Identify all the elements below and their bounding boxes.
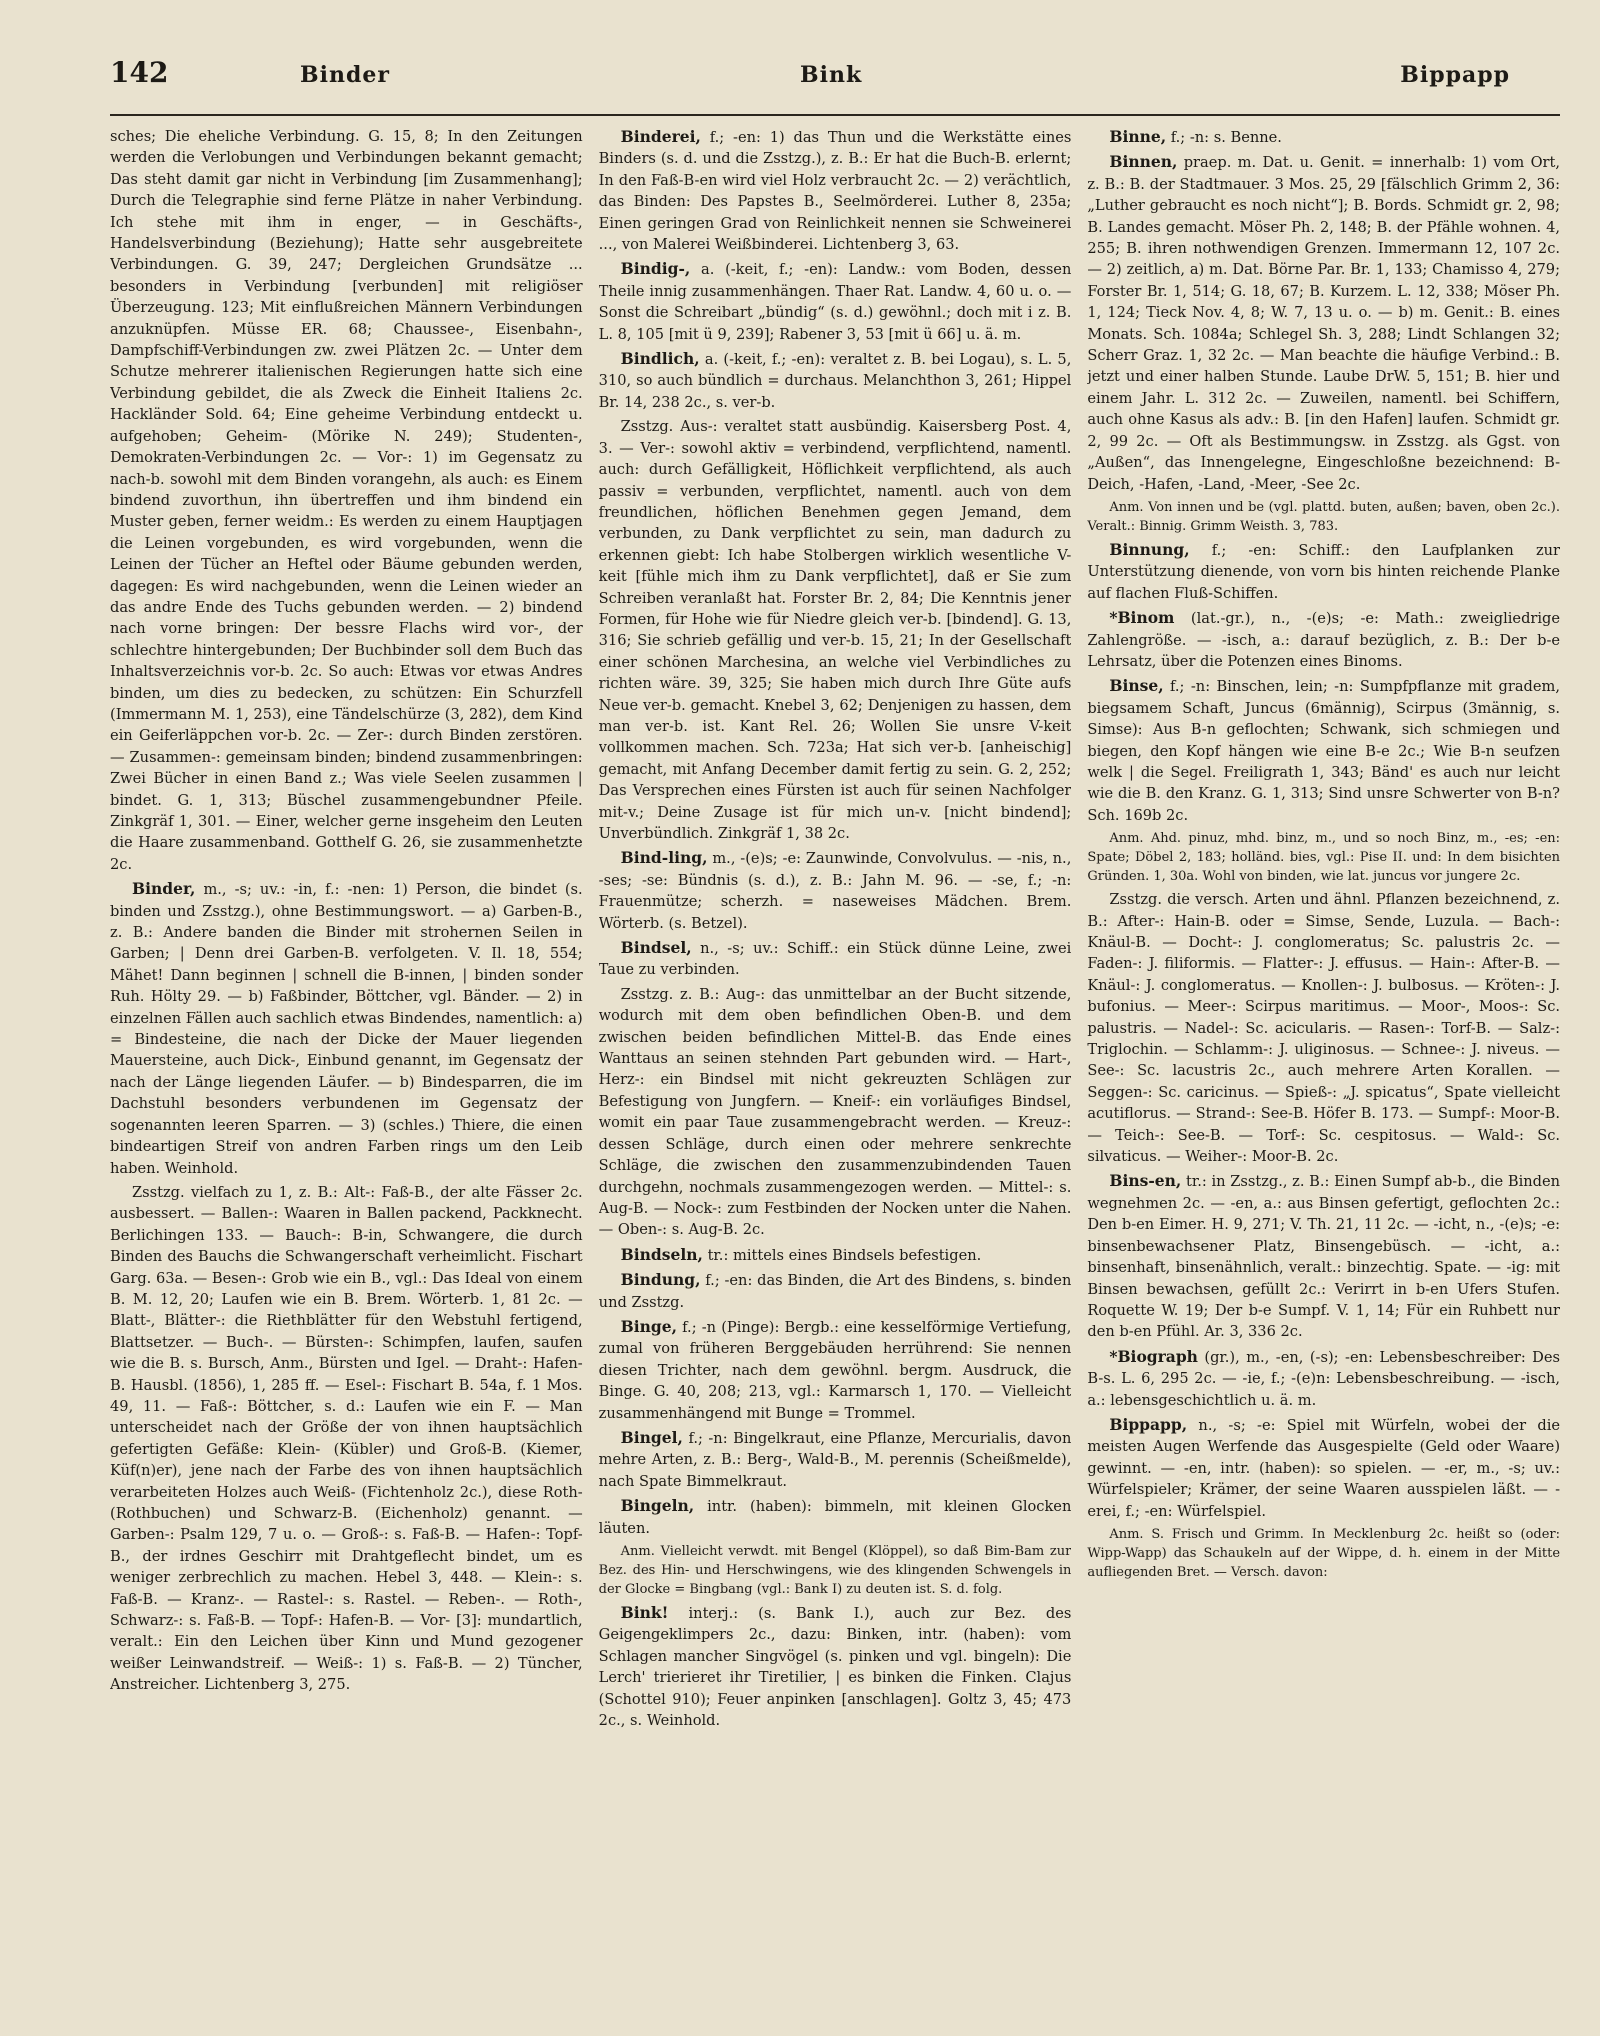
entry-headword: *Binom — [1109, 608, 1175, 628]
entry-text: tr.: in Zsstzg., z. B.: Einen Sumpf ab-b., die Binden wegnehmen 2c. — -en, a.: aus Binsen gefertigt, geflochten 2c.: Den b-en Eimer. H. 9, 271; V. Th. 21, 11 2c. — -icht, n., -(e)s; -e: binsenbewachsener Platz, Binsengebüsch. — -icht, a.: binsenhaft, binsenähnlich, veralt.: binzechtig. Spate. — -ig: mit Binsen bewachsen, gefüllt 2c.: Verirrt in b-en Ufers Stufen. Roquette W. 19; Der b-e Sumpf. V. 1, 14; Für ein Ruhbett nur den b-en Pfühl. Ar. 3, 336 2c. — [1087, 1173, 1561, 1341]
entry-text: f.; -n: Binschen, lein; -n: Sumpfpflanze mit gradem, biegsamem Schaft, Juncus (6männig), Scirpus (3männig, s. Simse): Aus B-n geflochten; Schwank, sich schmiegen und biegen, den Kopf hängen wie eine B-e 2c.; Wie B-n seufzen welk | die Segel. Freiligrath 1, 343; Bänd' es auch nur leicht wie die B. den Kranz. G. 1, 313; Sind unsre Schwerter von B-n? Sch. 169b 2c. — [1087, 678, 1561, 824]
entry-note: Anm. Vielleicht verwdt. mit Bengel (Klöppel), so daß Bim-Bam zur Bez. des Hin- und Herschwingens, wie des klingenden Schwengels in der Glocke = Bingbang (vgl.: Bank I) zu deuten ist. S. d. folg. — [598, 1544, 1072, 1597]
entry-headword: Binnen, — [1109, 152, 1178, 172]
dictionary-entry — [1087, 675, 1560, 826]
dictionary-entry — [599, 1316, 1072, 1424]
dictionary-entry — [1087, 1414, 1560, 1522]
entry-headword: Bingeln, — [620, 1496, 695, 1516]
entry-headword: Bink! — [620, 1603, 669, 1622]
entry-text: m., -(e)s; -e: Zaunwinde, Convolvulus. — -nis, n., -ses; -se: Bündnis (s. d.), z. B.: Jahn M. 96. — -se, f.; -n: Frauenmütze; scherzh. = naseweises Mädchen. Brem. Wörterb. (s. Betzel). — [598, 850, 1072, 932]
column-right — [1087, 126, 1560, 2006]
entry-text: (gr.), m., -en, (-s); -en: Lebensbeschreiber: Des B-s. L. 6, 295 2c. — -ie, f.; -(e)n: Lebensbeschreibung. — -isch, a.: lebensgeschichtlich u. ä. m. — [1087, 1348, 1561, 1409]
entry-paragraph: Zsstzg. Aus-: veraltet statt ausbündig. Kaisersberg Post. 4, 3. — Ver-: sowohl aktiv = verbindend, verpflichtend, namentl. auch: durch Gefälligkeit, Höflichkeit verpflichtend, als auch passiv = verbunden, verpflichtet, namentl. auch von dem freundlichen, höflichen Benehmen gegen Jemand, dem verbunden, zu Dank verpflichtet zu sein, man dadurch zu erkennen giebt: Ich habe Stolbergen wirklich wesentliche V-keit [fühle mich ihm zu Dank verpflichtet], daß er Sie zum Schreiben veranlaßt hat. Forster Br. 2, 84; Die Kenntnis jener Formen, für Hohe wie für Niedre gleich ver-b. [bindend]. G. 13, 316; Sie schrieb gefällig und ver-b. 15, 21; In der Gesellschaft einer schönen Marchesina, an welche viel Verbindliches zu richten wäre. 39, 325; Sie haben mich durch Ihre Güte aufs Neue ver-b. gemacht. Knebel 3, 62; Denjenigen zu hassen, dem man ver-b. ist. Kant Rel. 26; Wollen Sie unsre V-keit vollkommen machen. Sch. 723a; Hat sich ver-b. [anheischig] gemacht, mit Anfang December damit fertig zu sein. G. 2, 252; Das Versprechen eines Fürsten ist auch für seinen Nachfolger mit-v.; Deine Zusage ist für mich un-v. [nicht bindend]; Unverbündlich. Zinkgräf 1, 38 2c. — [598, 418, 1072, 842]
entry-text: interj.: (s. Bank I.), auch zur Bez. des Geigengeklimpers 2c., dazu: Binken, intr. (haben): vom Schlagen mancher Singvögel (s. pinken und vgl. bingeln): Die Lerch' trierieret ihr Tiretilier, | es binken die Finken. Clajus (Schottel 910); Feuer anpinken [anschlagen]. Goltz 3, 45; 473 2c., s. Weinhold. — [598, 1605, 1072, 1730]
dictionary-entry — [599, 348, 1072, 413]
dictionary-entry — [1087, 539, 1560, 604]
entry-text: a. (-keit, f.; -en): veraltet z. B. bei Logau), s. L. 5, 310, so auch bündlich = durchaus. Melanchthon 3, 261; Hippel Br. 14, 238 2c., s. ver-b. — [598, 351, 1072, 411]
dictionary-entry — [599, 937, 1072, 981]
entry-text: intr. (haben): bimmeln, mit kleinen Glocken läuten. — [598, 1498, 1072, 1537]
dictionary-entry — [599, 1495, 1072, 1539]
entry-headword: Binge, — [620, 1316, 678, 1336]
running-head-right: Bippapp — [1400, 62, 1510, 88]
dictionary-entry — [599, 1244, 1072, 1266]
dictionary-entry — [1087, 151, 1560, 495]
entry-note: Anm. S. Frisch und Grimm. In Mecklenburg 2c. heißt so (oder: Wipp-Wapp) das Schaukeln auf der Wippe, d. h. einem in der Mitte aufliegenden Bret. — Versch. davon: — [1087, 1526, 1561, 1580]
entry-note: Anm. Von innen und be (vgl. plattd. buten, außen; baven, oben 2c.). Veralt.: Binnig. Grimm Weisth. 3, 783. — [1087, 499, 1561, 534]
entry-text: n., -s; -e: Spiel mit Würfeln, wobei der die meisten Augen Werfende das Ausgespielte (Geld oder Waare) gewinnt. — -en, intr. (haben): so spielen. — -er, m., -s; uv.: Würfelspieler; Krämer, der seine Waaren ausspielen läßt. — -erei, f.; -en: Würfelspiel. — [1087, 1416, 1561, 1520]
page-header — [110, 56, 1560, 106]
entry-headword: Bindsel, — [620, 938, 692, 958]
dictionary-entry — [599, 258, 1072, 345]
dictionary-entry — [1087, 126, 1560, 148]
dictionary-entry — [599, 126, 1072, 255]
entry-headword: Bingel, — [620, 1427, 683, 1447]
dictionary-entry — [1087, 607, 1560, 672]
entry-headword: Binse, — [1109, 676, 1164, 696]
entry-headword: Bindung, — [620, 1270, 701, 1290]
entry-text: praep. m. Dat. u. Genit. = innerhalb: 1) vom Ort, z. B.: B. der Stadtmauer. 3 Mos. 25, 29 [fälschlich Grimm 2, 36: „Luther gebraucht es noch nicht“]; B. Bords. Schmidt gr. 2, 98; B. Landes gemacht. Möser Ph. 2, 148; B. der Pfähle wohnen. 4, 255; B. ihren nothwendigen Grenzen. Immermann 12, 107 2c. — 2) zeitlich, a) m. Dat. Börne Par. Br. 1, 133; Chamisso 4, 279; Forster Br. 1, 514; G. 18, 67; B. Kurzem. L. 12, 338; Möser Ph. 1, 124; Tieck Nov. 4, 8; W. 7, 13 u. o. — b) m. Genit.: B. eines Monats. Sch. 1084a; Schlegel Sh. 3, 288; Lindt Schlangen 32; Scherr Graz. 1, 32 2c. — Man beachte die häufige Verbind.: B. jetzt und einer halben Stunde. Laube DrW. 5, 151; B. hier und einem Jahr. L. 312 2c. — Zuweilen, namentl. bei Schiffern, auch ohne Kasus als adv.: B. [in den Hafen] laufen. Schmidt gr. 2, 99 2c. — Oft als Bestimmungsw. in Zsstzg. als Ggst. von „Außen“, das Innengelegne, Eingeschloßne bezeichnend: B-Deich, -Hafen, -Land, -Meer, -See 2c. — [1087, 154, 1561, 493]
entry-text: (lat.-gr.), n., -(e)s; -e: Math.: zweigliedrige Zahlengröße. — -isch, a.: darauf bezüglich, z. B.: Der b-e Lehrsatz, über die Potenzen eines Binoms. — [1087, 610, 1561, 670]
entry-text: tr.: mittels eines Bindsels befestigen. — [707, 1246, 982, 1264]
running-head-center: Bink — [800, 62, 863, 88]
header-rule — [110, 114, 1560, 116]
entry-text: f.; -n: s. Benne. — [1170, 129, 1282, 146]
entry-paragraph: Zsstzg. z. B.: Aug-: das unmittelbar an der Bucht sitzende, wodurch mit dem oben befindlichen Oben-B. und dem zwischen beiden befindlichen Mittel-B. das Ende eines Wanttaus an seinen stehnden Part gebunden wird. — Hart-, Herz-: ein Bindsel mit nicht gekreuzten Schlägen zur Befestigung von Jungfern. — Kneif-: ein vorläufiges Bindsel, womit ein paar Taue zusammengebracht werden. — Kreuz-: dessen Schläge, durch einen oder mehrere senkrechte Schläge, die zwischen den zusammenzubindenden Tauen durchgehn, nochmals zusammengezogen werden. — Mittel-: s. Aug-B. — Nock-: zum Festbinden der Nocken unter die Nahen. — Oben-: s. Aug-B. 2c. — [598, 985, 1072, 1239]
entry-text: f.; -en: das Binden, die Art des Bindens, s. binden und Zsstzg. — [598, 1272, 1072, 1311]
entry-text: f.; -en: Schiff.: den Laufplanken zur Unterstützung dienende, von vorn bis hinten reichende Planke auf flachen Fluß-Schiffen. — [1087, 541, 1561, 602]
entry-text: m., -s; uv.: -in, f.: -nen: 1) Person, die bindet (s. binden und Zsstzg.), ohne Bestimmungswort. — a) Garben-B., z. B.: Andere banden die Binder mit strohernen Seilen in Garben; | Denn drei Garben-B. verfolgeten. V. Il. 18, 554; Mähet! Dann beginnen | schnell die B-innen, | binden sonder Ruh. Hölty 29. — b) Faßbinder, Böttcher, vgl. Bänder. — 2) in einzelnen Fällen auch sachlich etwas Bindendes, namentlich: a) = Bindesteine, die nach der Dicke der Mauer liegenden Mauersteine, auch Dick-, Einbund genannt, im Gegensatz der nach der Länge liegenden Läufer. — b) Bindesparren, die im Dachstuhl besonders verbundenen im Gegensatz der sogenannten leeren Sparren. — 3) (schles.) Thiere, die einen bindeartigen Streif von andren Farben rings um den Leib haben. Weinhold. — [110, 881, 583, 1177]
entry-headword: Binderei, — [620, 127, 701, 146]
entry-headword: Bins-en, — [1109, 1171, 1182, 1191]
entry-text: f.; -n (Pinge): Bergb.: eine kesselförmige Vertiefung, zumal von früheren Berggebäuden herrührend: Sie nennen diesen Trichter, nach dem gewöhnl. bergm. Ausdruck, die Binge. G. 40, 208; 213, vgl.: Karmarsch 1, 170. — Vielleicht zusammenhängend mit Bunge = Trommel. — [598, 1318, 1072, 1422]
entry-text: f.; -en: 1) das Thun und die Werkstätte eines Binders (s. d. und die Zsstzg.), z. B.: Er hat die Buch-B. erlernt; In den Faß-B-en wird viel Holz verbraucht 2c. — 2) verächtlich, das Binden: Des Papstes B., Seelmörderei. Luther 8, 235a; Einen geringen Grad von Reinlichkeit nennen sie Schweinerei ..., von Malerei Weißbinderei. Lichtenberg 3, 63. — [598, 129, 1072, 254]
entry-text: n., -s; uv.: Schiff.: ein Stück dünne Leine, zwei Taue zu verbinden. — [598, 940, 1072, 979]
dictionary-entry — [599, 1602, 1072, 1731]
text-columns — [110, 126, 1560, 2006]
entry-headword: Bippapp, — [1109, 1414, 1188, 1434]
dictionary-entry — [1087, 1170, 1560, 1342]
entry-paragraph: Zsstzg. vielfach zu 1, z. B.: Alt-: Faß-B., der alte Fässer 2c. ausbessert. — Ballen-: Waaren in Ballen packend, Packknecht. Berlichingen 133. — Bauch-: B-in, Schwangere, die durch Binden des Bauchs die Schwangerschaft verheimlicht. Fischart Garg. 63a. — Besen-: Grob wie ein B., vgl.: Das Ideal von einem B. M. 12, 20; Laufen wie ein B. Brem. Wörterb. 1, 81 2c. — Blatt-, Blätter-: die Riethblätter für den Webstuhl fertigend, Blattsetzer. — Buch-. — Bürsten-: Schimpfen, laufen, saufen wie die B. s. Bursch, Anm., Bürsten und Igel. — Draht-: Hafen-B. Hausbl. (1856), 1, 285 ff. — Esel-: Fischart B. 54a, f. 1 Mos. 49, 11. — Faß-: Böttcher, s. d.: Laufen wie ein F. — Man unterscheidet nach der Größe der von ihnen hauptsächlich gefertigten Gefäße: Klein- (Kübler) und Groß-B. (Kiemer, Küf(n)er), jene nach der Farbe des von ihnen hauptsächlich verarbeiteten Holzes auch Weiß- (Fichtenholz 2c.), diese Roth- (Rothbuchen) und Schwarz-B. (Eichenholz) genannt. — Garben-: Psalm 129, 7 u. o. — Groß-: s. Faß-B. — Hafen-: Topf-B., der irdnes Geschirr mit Drahtgeflecht bindet, um es weniger zerbrechlich zu machen. Hebel 3, 448. — Klein-: s. Faß-B. — Kranz-. — Rastel-: s. Rastel. — Reben-. — Roth-, Schwarz-: s. Faß-B. — Topf-: Hafen-B. — Vor- [3]: mundartlich, veralt.: Ein den Leichen über Kinn und Mund gezogener weißer Leinwandstreif. — Weiß-: 1) s. Faß-B. — 2) Tüncher, Anstreicher. Lichtenberg 3, 275. — [110, 1183, 583, 1694]
dictionary-entry — [1087, 1346, 1560, 1411]
entry-headword: Bindseln, — [620, 1244, 703, 1264]
entry-text: f.; -n: Bingelkraut, eine Pflanze, Mercurialis, davon mehre Arten, z. B.: Berg-, Wald-B., M. perennis (Scheißmelde), nach Spate Bimmelkraut. — [598, 1429, 1072, 1490]
entry-text: a. (-keit, f.; -en): Landw.: vom Boden, dessen Theile innig zusammenhängen. Thaer Rat. Landw. 4, 60 u. o. — Sonst die Schreibart „bündig“ (s. d.) gewöhnl.; doch mit i z. B. L. 8, 105 [mit ü 9, 239]; Rabener 3, 53 [mit ü 66] u. ä. m. — [598, 261, 1072, 343]
entry-headword: *Biograph — [1109, 1346, 1198, 1366]
entry-paragraph: Zsstzg. die versch. Arten und ähnl. Pflanzen bezeichnend, z. B.: After-: Hain-B. oder = Simse, Sende, Luzula. — Bach-: Knäul-B. — Docht-: J. conglomeratus; Sc. palustris 2c. — Faden-: J. filiformis. — Flatter-: J. effusus. — Hain-: After-B. — Knäul-: J. conglomeratus. — Knollen-: J. bulbosus. — Kröten-: J. bufonius. — Meer-: Scirpus maritimus. — Moor-, Moos-: Sc. palustris. — Nadel-: Sc. acicularis. — Rasen-: Torf-B. — Salz-: Triglochin. — Schlamm-: J. uliginosus. — Schnee-: J. niveus. — See-: Sc. lacustris 2c., auch mehrere Arten Korallen. — Seggen-: Sc. caricinus. — Spieß-: „J. spicatus“, Spate vielleicht acutiflorus. — Strand-: See-B. Höfer B. 173. — Sumpf-: Moor-B. — Teich-: See-B. — Torf-: Sc. cespitosus. — Wald-: Sc. silvaticus. — Weiher-: Moor-B. 2c. — [1087, 891, 1561, 1166]
column-middle — [599, 126, 1072, 2006]
dictionary-entry — [599, 847, 1072, 934]
entry-headword: Binnung, — [1109, 539, 1190, 559]
entry-headword: Bind-ling, — [620, 848, 708, 868]
entry-headword: Binder, — [132, 879, 196, 899]
dictionary-entry — [599, 1269, 1072, 1313]
entry-headword: Binne, — [1109, 127, 1167, 146]
page-number: 142 — [110, 56, 169, 89]
entry-paragraph: sches; Die eheliche Verbindung. G. 15, 8; In den Zeitungen werden die Verlobungen und Verbindungen bekannt gemacht; Das steht damit gar nicht in Verbindung [im Zusammenhang]; Durch die Telegraphie sind ferne Plätze in naher Verbindung. Ich stehe mit ihm in enger, — in Geschäfts-, Handelsverbindung (Beziehung); Hatte sehr ausgebreitete Verbindungen. G. 39, 247; Dergleichen Grundsätze ... besonders in Verbindung [verbunden] mit religiöser Überzeugung. 123; Mit einflußreichen Männern Verbindungen anzuknüpfen. Müsse ER. 68; Chaussee-, Eisenbahn-, Dampfschiff-Verbindungen zw. zwei Plätzen 2c. — Unter dem Schutze mehrerer italienischen Regierungen hatte sich eine Verbindung gebildet, die als Zweck die Einheit Italiens 2c. Hackländer Sold. 64; Eine geheime Verbindung entdeckt u. aufgehoben; Geheim- (Mörike N. 249); Studenten-, Demokraten-Verbindungen 2c. — Vor-: 1) im Gegensatz zu nach-b. sowohl mit dem Binden vorangehn, als auch: es Einem bindend zuvorthun, ihn übertreffen und ihm bindend ein Muster geben, ferner weidm.: Es werden zu einem Hauptjagen die Leinen vorgebunden, es wird vorgebunden, wenn die Leinen der Tücher an Heftel oder Bäume gebunden werden, dagegen: Es wird nachgebunden, wenn die Leinen wieder an das andre Ende des Tuchs gebunden werden. — 2) bindend nach vorne bringen: Der bessre Flachs wird vor-, der schlechtre hintergebunden; Der Buchbinder soll dem Buch das Inhaltsverzeichnis vor-b. 2c. So auch: Etwas vor etwas Andres binden, um dies zu bedecken, zu schützen: Ein Schurzfell (Immermann M. 1, 253), eine Tändelschürze (3, 282), dem Kind ein Geiferläppchen vor-b. 2c. — Zer-: durch Binden zerstören. — Zusammen-: gemeinsam binden; bindend zusammenbringen: Zwei Bücher in einen Band z.; Was viele Seelen zusammen | bindet. G. 1, 313; Büschel zusammengebundner Pfeile. Zinkgräf 1, 301. — Einer, welcher gerne insgeheim den Leuten die Haare zusammenband. Gotthelf G. 26, sie zusammenhetzte 2c. — [110, 128, 583, 873]
dictionary-entry — [599, 1427, 1072, 1492]
entry-headword: Bindlich, — [620, 349, 700, 369]
running-head-left: Binder — [300, 62, 390, 88]
entry-headword: Bindig-, — [620, 259, 691, 279]
column-left — [110, 126, 583, 2006]
dictionary-entry — [110, 878, 583, 1179]
entry-note: Anm. Ahd. pinuz, mhd. binz, m., und so noch Binz, m., -es; -en: Spate; Döbel 2, 183; holländ. bies, vgl.: Pise II. und: In dem bisichten Gründen. 1, 30a. Wohl von binden, wie lat. juncus vor jungere 2c. — [1087, 831, 1561, 885]
